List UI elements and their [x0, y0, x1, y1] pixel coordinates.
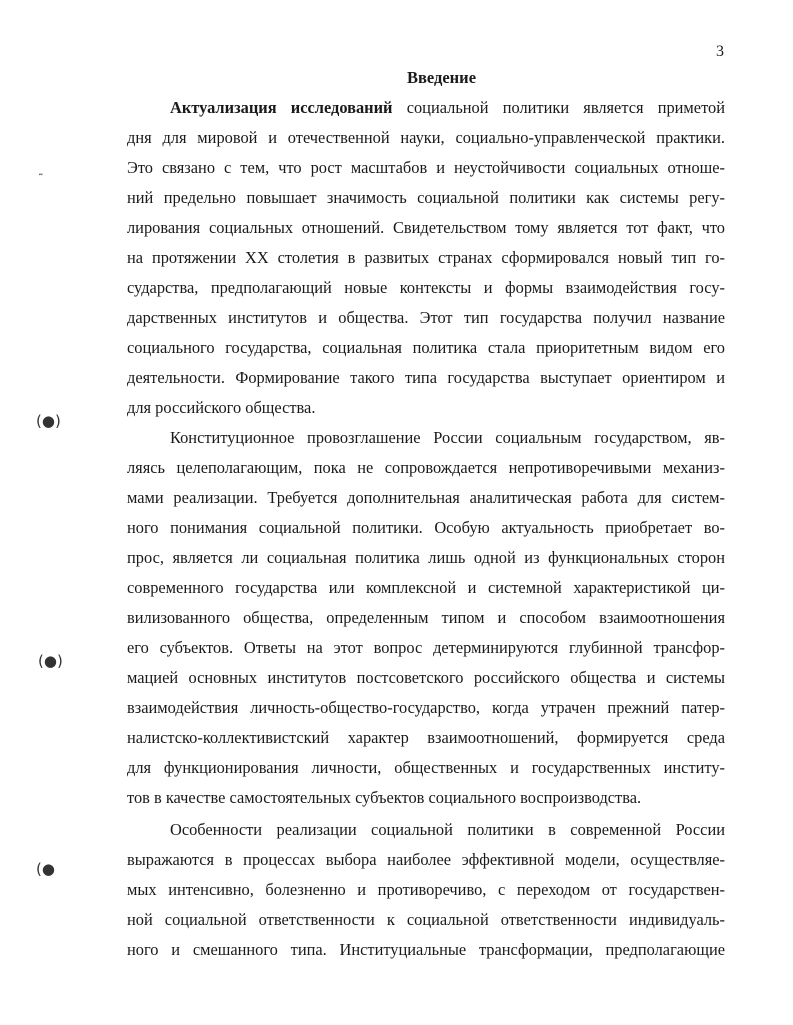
text-line: взаимодействия личность-общество-государство, когда утрачен прежний патер-	[127, 698, 725, 717]
text-line: вилизованного общества, определенным типом и способом взаимоотношения	[127, 608, 725, 627]
text-span: социальной политики является приметой	[392, 98, 725, 117]
text-line: мых интенсивно, болезненно и противоречиво, с переходом от государствен-	[127, 880, 725, 899]
text-line: современного государства или комплексной и системной характеристикой ци-	[127, 578, 725, 597]
text-line: на протяжении XX столетия в развитых странах сформировался новый тип го-	[127, 248, 725, 267]
text-line: лирования социальных отношений. Свидетельством тому является тот факт, что	[127, 218, 725, 237]
text-line: сударства, предполагающий новые контексты и формы взаимодействия госу-	[127, 278, 725, 297]
text-line: мами реализации. Требуется дополнительная аналитическая работа для систем-	[127, 488, 725, 507]
text-line	[170, 98, 725, 118]
text-line: деятельности. Формирование такого типа государства выступает ориентиром и	[127, 368, 725, 387]
text-line: ний предельно повышает значимость социальной политики как системы регу-	[127, 188, 725, 207]
text-line: Особенности реализации социальной политики в современной России	[170, 820, 725, 839]
text-line: налистско-коллективистский характер взаимоотношений, формируется среда	[127, 728, 725, 747]
text-line: мацией основных институтов постсоветского российского общества и системы	[127, 668, 725, 687]
scan-artifact: (●)	[38, 652, 63, 670]
text-line: прос, является ли социальная политика лишь одной из функциональных сторон	[127, 548, 725, 567]
text-line: для функционирования личности, общественных и государственных институ-	[127, 758, 725, 777]
bold-phrase: Актуализация исследований	[170, 98, 393, 117]
text-line: дня для мировой и отечественной науки, социально-управленческой практики.	[127, 128, 725, 147]
text-line: ляясь целеполагающим, пока не сопровождается непротиворечивыми механиз-	[127, 458, 725, 477]
text-line: для российского общества.	[127, 398, 316, 417]
scan-artifact: (●)	[36, 412, 61, 430]
text-line: ного и смешанного типа. Институциальные трансформации, предполагающие	[127, 940, 725, 959]
section-heading: Введение	[406, 68, 477, 87]
page-number: 3	[716, 43, 724, 60]
text-line: дарственных институтов и общества. Этот тип государства получил название	[127, 308, 725, 327]
text-line: ного понимания социальной политики. Особую актуальность приобретает во-	[127, 518, 725, 537]
scan-artifact: (●	[36, 860, 55, 878]
text-line: его субъектов. Ответы на этот вопрос детерминируются глубинной трансфор-	[127, 638, 725, 657]
text-line: ной социальной ответственности к социальной ответственности индивидуаль-	[127, 910, 725, 929]
text-line: социального государства, социальная политика стала приоритетным видом его	[127, 338, 725, 357]
text-line: выражаются в процессах выбора наиболее эффективной модели, осуществляе-	[127, 850, 725, 869]
scan-artifact: ˜	[38, 172, 44, 185]
text-line: Это связано с тем, что рост масштабов и неустойчивости социальных отноше-	[127, 158, 725, 177]
text-line: тов в качестве самостоятельных субъектов социального воспроизводства.	[127, 788, 642, 807]
text-line: Конституционное провозглашение России социальным государством, яв-	[170, 428, 725, 447]
